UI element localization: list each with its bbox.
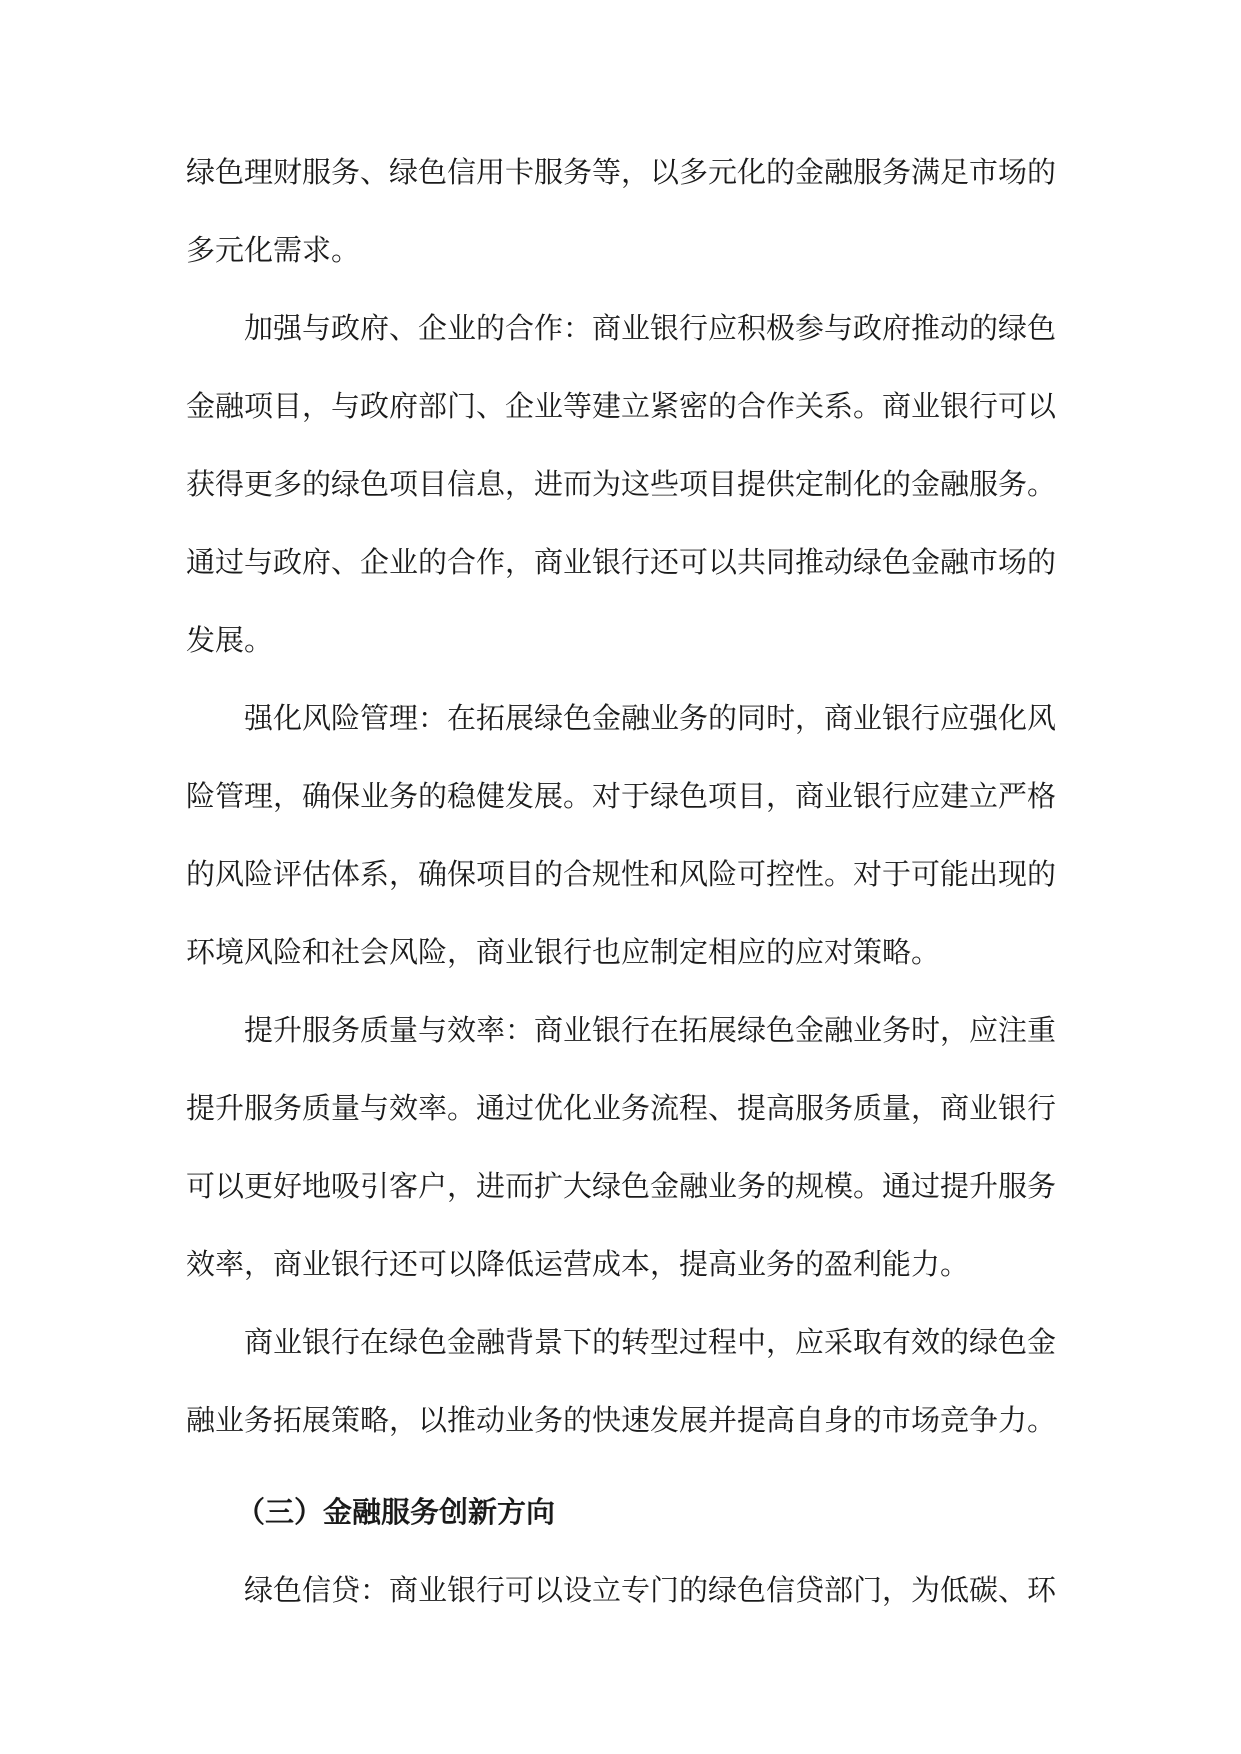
- text-line: 的风险评估体系，确保项目的合规性和风险可控性。对于可能出现的: [186, 857, 1057, 891]
- text-line: 环境风险和社会风险，商业银行也应制定相应的应对策略。: [186, 935, 941, 969]
- paragraph-service-quality: [186, 996, 1056, 1308]
- section-heading: （三）金融服务创新方向: [236, 1495, 556, 1529]
- text-line: 加强与政府、企业的合作：商业银行应积极参与政府推动的绿色: [244, 311, 1057, 345]
- paragraph-risk-management: [186, 684, 1056, 996]
- document-page: [186, 138, 1056, 1634]
- text-line: 绿色信贷：商业银行可以设立专门的绿色信贷部门，为低碳、环: [244, 1573, 1057, 1607]
- text-line: 商业银行在绿色金融背景下的转型过程中，应采取有效的绿色金: [244, 1325, 1057, 1359]
- text-line: 通过与政府、企业的合作，商业银行还可以共同推动绿色金融市场的: [186, 545, 1057, 579]
- paragraph-green-credit: [186, 1556, 1056, 1634]
- text-line: 发展。: [186, 623, 274, 657]
- paragraph-summary: [186, 1308, 1056, 1464]
- text-line: 提升服务质量与效率：商业银行在拓展绿色金融业务时，应注重: [244, 1013, 1057, 1047]
- text-line: 效率，商业银行还可以降低运营成本，提高业务的盈利能力。: [186, 1247, 970, 1281]
- text-line: 获得更多的绿色项目信息，进而为这些项目提供定制化的金融服务。: [186, 467, 1057, 501]
- text-line: 金融项目，与政府部门、企业等建立紧密的合作关系。商业银行可以: [186, 389, 1057, 423]
- text-line: 多元化需求。: [186, 233, 361, 267]
- paragraph-continuation: [186, 138, 1056, 294]
- paragraph-cooperation: [186, 294, 1056, 684]
- text-line: 强化风险管理：在拓展绿色金融业务的同时，商业银行应强化风: [244, 701, 1057, 735]
- text-line: 融业务拓展策略，以推动业务的快速发展并提高自身的市场竞争力。: [186, 1403, 1057, 1437]
- text-line: 险管理，确保业务的稳健发展。对于绿色项目，商业银行应建立严格: [186, 779, 1057, 813]
- text-line: 提升服务质量与效率。通过优化业务流程、提高服务质量，商业银行: [186, 1091, 1057, 1125]
- text-line: 绿色理财服务、绿色信用卡服务等，以多元化的金融服务满足市场的: [186, 155, 1057, 189]
- text-line: 可以更好地吸引客户，进而扩大绿色金融业务的规模。通过提升服务: [186, 1169, 1057, 1203]
